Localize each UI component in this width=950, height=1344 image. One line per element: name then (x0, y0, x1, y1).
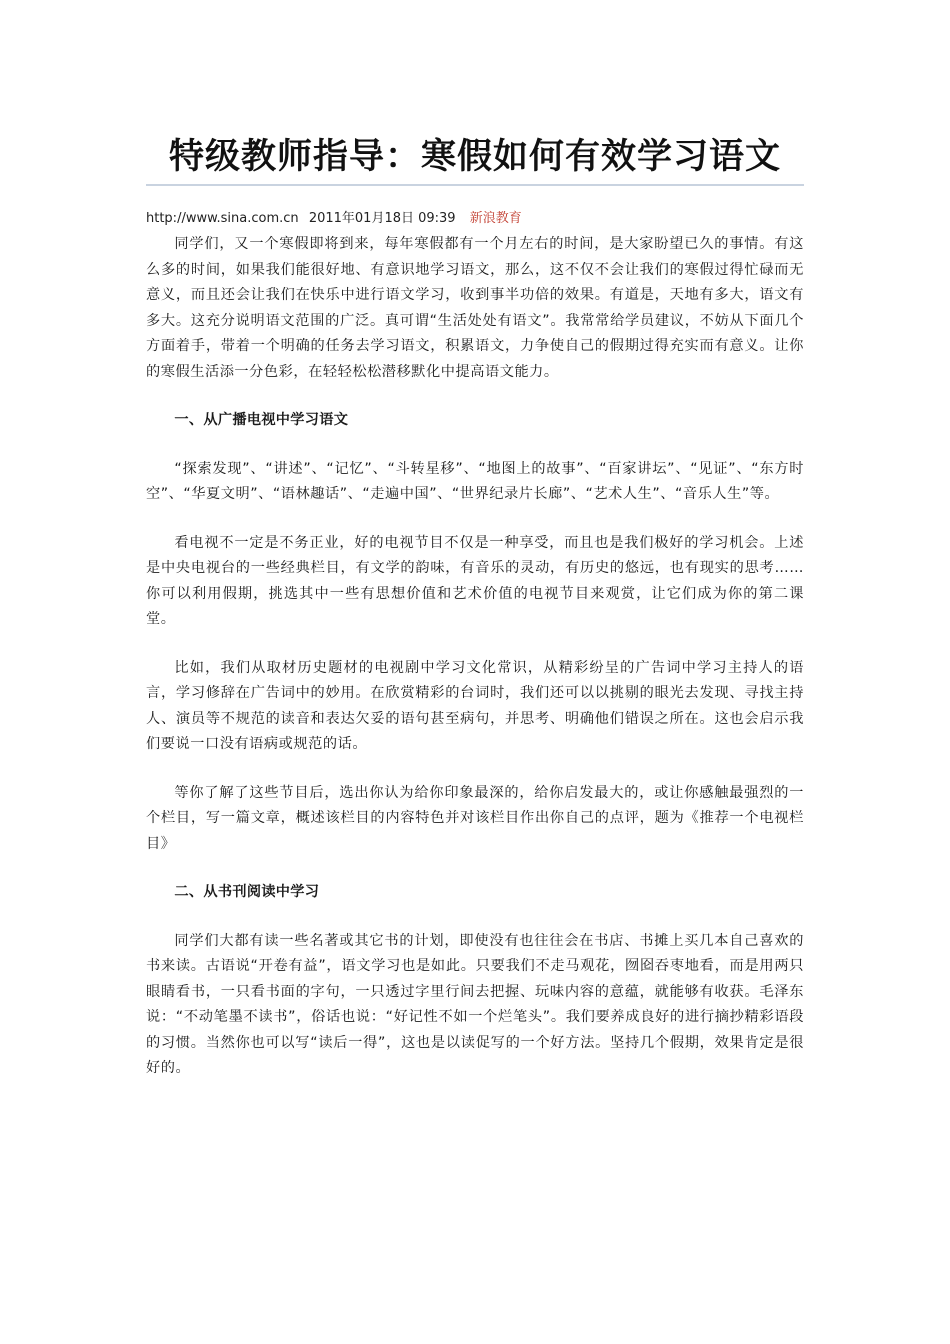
source-name[interactable]: 新浪教育 (469, 211, 522, 226)
section-heading-2: 二、从书刊阅读中学习 (174, 884, 320, 900)
tv-program-list-paragraph: “探索发现”、“讲述”、“记忆”、“斗转星移”、“地图上的故事”、“百家讲坛”、“见证”、“东方时空”、“华夏文明”、“语林趣话”、“走遍中国”、“世界纪录片长廊”、“艺术人生”、“音乐人生”等。 (146, 460, 804, 502)
article-page (146, 0, 804, 1082)
section-heading-1: 一、从广播电视中学习语文 (174, 412, 349, 428)
reading-paragraph: 同学们大都有读一些名著或其它书的计划，即使没有也往往会在书店、书摊上买几本自己喜欢的书来读。古语说“开卷有益”，语文学习也是如此。只要我们不走马观花，囫囵吞枣地看，而是用两只眼睛看书，一只看书面的字句，一只透过字里行间去把握、玩味内容的意蕴，就能够有收获。毛泽东说：“不动笔墨不读书”，俗话也说：“好记性不如一个烂笔头”。我们要养成良好的进行摘抄精彩语段的习惯。当然你也可以写“读后一得”，这也是以读促写的一个好方法。坚持几个假期，效果肯定是很好的。 (146, 932, 804, 1076)
tv-assignment-paragraph: 等你了解了这些节目后，选出你认为给你印象最深的，给你启发最大的，或让你感触最强烈的一个栏目，写一篇文章，概述该栏目的内容特色并对该栏目作出你自己的点评，题为《推荐一个电视栏目》 (146, 784, 804, 852)
source-url[interactable]: http://www.sina.com.cn (146, 211, 299, 226)
title-divider (146, 184, 804, 186)
tv-example-paragraph: 比如，我们从取材历史题材的电视剧中学习文化常识，从精彩纷呈的广告词中学习主持人的语言，学习修辞在广告词中的妙用。在欣赏精彩的台词时，我们还可以以挑剔的眼光去发现、寻找主持人、演员等不规范的读音和表达欠妥的语句甚至病句，并思考、明确他们错误之所在。这也会启示我们要说一口没有语病或规范的话。 (146, 659, 804, 752)
tv-learning-paragraph: 看电视不一定是不务正业，好的电视节目不仅是一种享受，而且也是我们极好的学习机会。上述是中央电视台的一些经典栏目，有文学的韵味，有音乐的灵动，有历史的悠远，也有现实的思考……你可以利用假期，挑选其中一些有思想价值和艺术价值的电视节目来观赏，让它们成为你的第二课堂。 (146, 534, 804, 627)
article-title: 特级教师指导：寒假如何有效学习语文 (168, 136, 781, 177)
publish-datetime: 2011年01月18日 09:39 (308, 211, 456, 226)
article-meta (146, 210, 804, 228)
intro-paragraph: 同学们，又一个寒假即将到来，每年寒假都有一个月左右的时间，是大家盼望已久的事情。有这么多的时间，如果我们能很好地、有意识地学习语文，那么，这不仅不会让我们的寒假过得忙碌而无意义，而且还会让我们在快乐中进行语文学习，收到事半功倍的效果。有道是，天地有多大，语文有多大。这充分说明语文范围的广泛。真可谓“生活处处有语文”。我常常给学员建议，不妨从下面几个方面着手，带着一个明确的任务去学习语文，积累语文，力争使自己的假期过得充实而有意义。让你的寒假生活添一分色彩，在轻轻松松潜移默化中提高语文能力。 (146, 236, 804, 380)
